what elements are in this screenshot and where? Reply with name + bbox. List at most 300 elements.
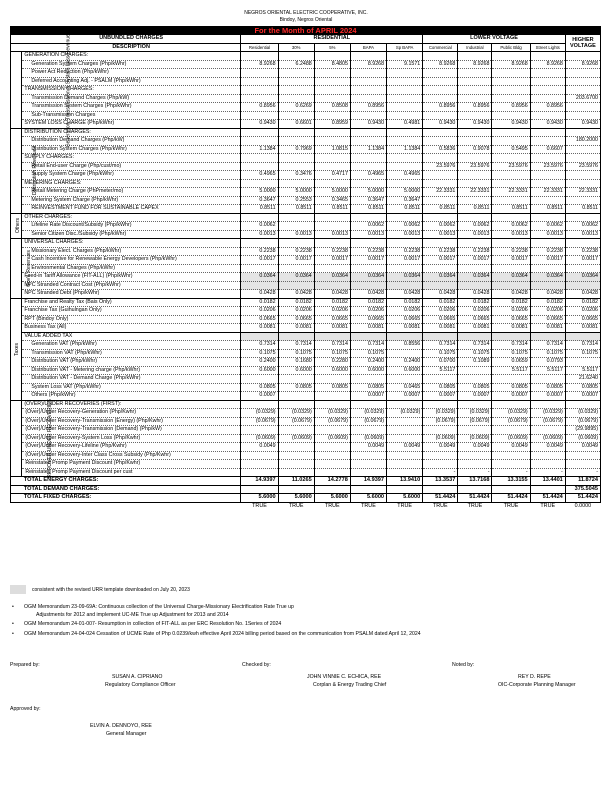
rate-value: 0.0013: [278, 230, 314, 239]
rate-value: (0.0329): [314, 409, 350, 418]
rate-value: 0.9078: [458, 145, 492, 154]
charge-description: Franchise Tax (Guihulngan Only): [22, 307, 241, 316]
rate-value: -: [423, 468, 458, 477]
charge-description: Transmission VAT (Php/kWhr): [22, 349, 241, 358]
rate-value: 0.8511: [241, 205, 278, 214]
noted-name: REY D. REPE: [518, 674, 551, 680]
rate-value: [565, 358, 600, 367]
col-header: Sp BAPA: [387, 43, 423, 52]
total-value: 13.3537: [423, 477, 458, 486]
rate-value: 0.0081: [241, 324, 278, 333]
rate-value: [458, 460, 492, 469]
rate-value: [565, 52, 600, 61]
rate-value: 0.0206: [423, 307, 458, 316]
total-value: 5.6000: [350, 494, 386, 503]
total-value: 51.4424: [530, 494, 565, 503]
rate-value: 0.7314: [458, 341, 492, 350]
rate-value: [350, 94, 386, 103]
col-header: Street Lights: [530, 43, 565, 52]
rate-value: 0.0659: [492, 358, 530, 367]
rate-value: (0.0679): [241, 417, 278, 426]
charge-row: [11, 290, 601, 299]
legend: [10, 585, 190, 594]
rate-value: [278, 375, 314, 384]
rate-value: 0.0206: [565, 307, 600, 316]
charge-row: [11, 247, 601, 256]
charge-row: [11, 239, 601, 248]
rate-value: 22.3331: [492, 188, 530, 197]
rate-value: 0.0206: [458, 307, 492, 316]
rate-value: [423, 451, 458, 460]
rate-value: 0.2238: [350, 247, 386, 256]
check-value: TRUE: [503, 502, 519, 509]
rate-value: [314, 86, 350, 95]
charge-description: TRANSMISSION CHARGES:: [22, 86, 241, 95]
rate-value: [565, 196, 600, 205]
rate-value: [530, 154, 565, 163]
approved-title: General Manager: [106, 731, 147, 737]
rate-value: [458, 128, 492, 137]
prepared-label: Prepared by:: [10, 662, 40, 668]
rate-value: [492, 213, 530, 222]
charge-description: (Over)/Under Recovery-System Loss (Php/Kwhr): [22, 434, 241, 443]
charge-row: [11, 409, 601, 418]
rate-value: 0.0017: [423, 256, 458, 265]
rate-value: 0.0206: [530, 307, 565, 316]
rate-value: [278, 179, 314, 188]
rate-value: [458, 426, 492, 435]
rate-value: (0.0329): [278, 409, 314, 418]
total-value: 5.6000: [241, 494, 278, 503]
rate-value: (0.0679): [350, 417, 386, 426]
total-row: [11, 494, 601, 503]
rate-value: 0.0805: [314, 383, 350, 392]
charge-description: (Over)/Under Recovery-Lifeline (Php/Kwhr): [22, 443, 241, 452]
rate-value: [350, 86, 386, 95]
rate-value: 0.0428: [350, 290, 386, 299]
residential-header: RESIDENTIAL: [241, 35, 423, 43]
rate-value: [423, 86, 458, 95]
rate-value: [530, 196, 565, 205]
rate-value: [423, 77, 458, 86]
rate-value: 0.9430: [458, 120, 492, 129]
charge-description: (Over)/Under Recovery-Generation (Php/Kwhr): [22, 409, 241, 418]
rate-value: 0.0364: [565, 273, 600, 282]
rate-value: [423, 69, 458, 78]
rate-value: [314, 264, 350, 273]
rate-value: [458, 154, 492, 163]
rate-value: 0.0665: [530, 315, 565, 324]
rate-value: 0.0428: [458, 290, 492, 299]
rate-value: 0.0007: [530, 392, 565, 401]
rate-value: [387, 69, 423, 78]
rate-value: [278, 239, 314, 248]
rate-value: [241, 264, 278, 273]
rate-value: [565, 145, 600, 154]
rate-value: [387, 162, 423, 171]
rate-value: 5.5117: [565, 366, 600, 375]
rate-value: 6.2488: [278, 60, 314, 69]
rate-value: [314, 52, 350, 61]
rate-value: 0.4965: [350, 171, 386, 180]
rate-value: 0.0428: [314, 290, 350, 299]
rate-value: 0.8511: [530, 205, 565, 214]
rate-value: 0.9430: [423, 120, 458, 129]
check-value: TRUE: [324, 502, 340, 509]
prepared-title: Regulatory Compliance Officer: [105, 682, 176, 688]
rate-value: (0.0679): [565, 417, 600, 426]
rate-value: 0.8956: [492, 103, 530, 112]
rate-value: [565, 451, 600, 460]
rate-value: -: [565, 468, 600, 477]
rate-value: 0.0007: [565, 392, 600, 401]
total-row: [11, 477, 601, 486]
col-header: 30%: [278, 43, 314, 52]
side-label: Distribution Revenues: [11, 128, 22, 213]
total-value: [350, 485, 386, 494]
memo-item-cont: Adjustments for 2012 and implement UC-ME True up Adjustment for 2013 and 2014: [36, 612, 229, 618]
charge-row: [11, 171, 601, 180]
rate-value: [278, 52, 314, 61]
rate-value: 0.0805: [350, 383, 386, 392]
charge-row: [11, 349, 601, 358]
unbundled-header: UNBUNDLED CHARGES: [22, 35, 241, 43]
rate-value: 0.0062: [350, 222, 386, 231]
rate-value: 22.3331: [458, 188, 492, 197]
rate-value: [492, 460, 530, 469]
rate-value: [350, 281, 386, 290]
approved-name: ELVIN A. DENNOYO, REE: [90, 723, 152, 729]
rate-value: [387, 451, 423, 460]
rate-value: [458, 171, 492, 180]
total-value: 14.9397: [350, 477, 386, 486]
rate-value: [423, 179, 458, 188]
charge-description: NPC Stranded Contract Cost (Php/kWhr): [22, 281, 241, 290]
charge-row: [11, 417, 601, 426]
charge-description: Transmission System Charges (Php/kWhr): [22, 103, 241, 112]
rate-value: 0.0049: [423, 443, 458, 452]
rate-value: (0.0609): [241, 434, 278, 443]
rate-value: 0.0062: [458, 222, 492, 231]
total-value: 13.3155: [492, 477, 530, 486]
rate-value: 0.6269: [278, 103, 314, 112]
charge-description: Transmission Demand Charges (Php/kW): [22, 94, 241, 103]
rate-value: 23.5976: [423, 162, 458, 171]
rate-value: [350, 69, 386, 78]
rate-value: [565, 460, 600, 469]
rate-value: 0.0805: [530, 383, 565, 392]
rate-value: 0.8956: [458, 103, 492, 112]
rate-value: [387, 400, 423, 409]
rate-value: 0.7969: [278, 145, 314, 154]
total-label: TOTAL FIXED CHARGES:: [22, 494, 241, 503]
rate-value: [423, 128, 458, 137]
rate-value: 0.0062: [423, 222, 458, 231]
rate-value: [350, 52, 386, 61]
rate-value: [241, 154, 278, 163]
rate-value: [241, 137, 278, 146]
rate-value: [387, 264, 423, 273]
rate-value: 0.0013: [565, 230, 600, 239]
rate-value: 0.0182: [314, 298, 350, 307]
rate-value: 0.0428: [423, 290, 458, 299]
rate-value: 0.0364: [492, 273, 530, 282]
rate-value: 0.0081: [314, 324, 350, 333]
rate-value: 0.5836: [423, 145, 458, 154]
rate-value: [278, 426, 314, 435]
rate-value: [387, 94, 423, 103]
rate-value: [350, 162, 386, 171]
rate-value: [423, 264, 458, 273]
rate-value: 0.8511: [458, 205, 492, 214]
rate-value: 21.6240: [565, 375, 600, 384]
charge-description: UNIVERSAL CHARGES:: [22, 239, 241, 248]
rate-value: [423, 426, 458, 435]
rate-value: [458, 94, 492, 103]
rate-value: (0.0329): [530, 409, 565, 418]
rate-value: [530, 137, 565, 146]
rate-value: 5.5117: [423, 366, 458, 375]
rate-value: [458, 77, 492, 86]
rate-value: [492, 77, 530, 86]
rate-value: 0.0805: [278, 383, 314, 392]
legend-swatch: [10, 585, 26, 594]
rate-value: 0.9430: [492, 120, 530, 129]
rate-value: [278, 77, 314, 86]
total-value: 13.9410: [387, 477, 423, 486]
rate-value: [241, 52, 278, 61]
rate-value: 0.0081: [492, 324, 530, 333]
rate-value: [278, 86, 314, 95]
rate-value: [492, 52, 530, 61]
rate-value: 0.0364: [241, 273, 278, 282]
rate-value: [423, 52, 458, 61]
charge-description: Metering System Charge (Php/kWhr): [22, 196, 241, 205]
rate-value: [314, 111, 350, 120]
rate-value: (0.0609): [530, 434, 565, 443]
rate-value: [530, 69, 565, 78]
side-label: RFT/OVER UNDER RECOVERIES: [11, 400, 22, 477]
rate-value: 0.1075: [423, 349, 458, 358]
total-label: TOTAL DEMAND CHARGES:: [22, 485, 241, 494]
rate-value: [565, 281, 600, 290]
rate-value: [314, 332, 350, 341]
rate-value: [241, 468, 278, 477]
charge-description: Distribution System Charges (Php/kWhr): [22, 145, 241, 154]
rate-value: [530, 77, 565, 86]
total-value: [423, 485, 458, 494]
charge-row: [11, 264, 601, 273]
rate-value: 0.0206: [278, 307, 314, 316]
rate-value: 0.0206: [241, 307, 278, 316]
rate-value: 0.0428: [530, 290, 565, 299]
rate-value: 0.0049: [387, 443, 423, 452]
charge-row: [11, 94, 601, 103]
charge-description: SUPPLY CHARGES:: [22, 154, 241, 163]
checked-label: Checked by:: [242, 662, 271, 668]
rate-value: 0.7314: [530, 341, 565, 350]
charge-row: [11, 196, 601, 205]
rate-value: 0.6601: [278, 120, 314, 129]
total-value: [492, 485, 530, 494]
rate-value: [314, 137, 350, 146]
rate-value: [278, 264, 314, 273]
rate-value: 0.4981: [387, 120, 423, 129]
charge-description: Distribution VAT - Demand Charge (Php/kWhr): [22, 375, 241, 384]
check-value: TRUE: [397, 502, 412, 509]
charge-row: [11, 358, 601, 367]
rate-value: 0.7314: [241, 341, 278, 350]
rate-value: [241, 128, 278, 137]
rate-value: [530, 239, 565, 248]
charge-row: [11, 468, 601, 477]
description-header: DESCRIPTION: [22, 43, 241, 52]
rate-value: 0.8511: [492, 205, 530, 214]
approved-label: Approved by:: [10, 706, 41, 712]
rate-value: 0.0081: [565, 324, 600, 333]
rate-value: [423, 213, 458, 222]
rate-value: 0.2400: [387, 358, 423, 367]
rate-value: [350, 77, 386, 86]
rate-value: 0.0049: [241, 443, 278, 452]
rate-value: [492, 137, 530, 146]
rate-value: 0.8956: [530, 103, 565, 112]
rate-value: 0.0428: [492, 290, 530, 299]
rate-value: [458, 111, 492, 120]
rate-value: [565, 239, 600, 248]
rate-value: [565, 103, 600, 112]
charge-row: [11, 366, 601, 375]
checked-name: JOHN VINNIE C. ECHICA, REE: [307, 674, 382, 680]
noted-label: Noted by:: [452, 662, 475, 668]
rate-value: [565, 77, 600, 86]
check-value: 0.0000: [574, 502, 592, 509]
rate-value: [350, 264, 386, 273]
rate-value: 0.0017: [565, 256, 600, 265]
rate-value: 0.1075: [530, 349, 565, 358]
charge-description: Environmental Charges (Php/kWhr): [22, 264, 241, 273]
rate-value: [492, 94, 530, 103]
rate-value: [387, 460, 423, 469]
rate-value: [423, 154, 458, 163]
rate-value: 0.0062: [530, 222, 565, 231]
rate-value: 0.8511: [387, 205, 423, 214]
rate-value: (0.0679): [314, 417, 350, 426]
rate-value: 0.0017: [278, 256, 314, 265]
rate-value: [458, 375, 492, 384]
rate-value: 0.0364: [530, 273, 565, 282]
rate-value: 0.1075: [241, 349, 278, 358]
charge-description: Retail End-user Charge (Php/cust/mo): [22, 162, 241, 171]
total-value: [314, 485, 350, 494]
rate-value: [458, 52, 492, 61]
rate-value: 0.6607: [530, 145, 565, 154]
lower-voltage-header: LOWER VOLTAGE: [423, 35, 566, 43]
rate-value: [350, 426, 386, 435]
rate-value: 0.0665: [241, 315, 278, 324]
rate-value: 0.0805: [492, 383, 530, 392]
rate-value: 5.0000: [241, 188, 278, 197]
charge-description: Supply System Charge (Php/kWhr): [22, 171, 241, 180]
total-value: 13.4401: [530, 477, 565, 486]
rate-value: 0.0805: [241, 383, 278, 392]
rate-value: (0.0679): [278, 417, 314, 426]
rate-value: 0.0206: [492, 307, 530, 316]
rate-value: [565, 332, 600, 341]
charge-description: Franchise and Realty Tax (Bais Only): [22, 298, 241, 307]
rate-value: [387, 52, 423, 61]
memo-item: • OGM Memorandum 24-01-007- Resumption in collection of FIT-ALL as per ERC Resolution No. 1Series of 2024: [12, 621, 282, 627]
rate-value: 0.6000: [278, 366, 314, 375]
rate-value: 22.3331: [423, 188, 458, 197]
charge-row: [11, 162, 601, 171]
rate-value: 5.0000: [278, 188, 314, 197]
rate-value: 0.0182: [530, 298, 565, 307]
rate-value: 0.4717: [314, 171, 350, 180]
charge-description: GENERATION CHARGES:: [22, 52, 241, 61]
rate-value: [241, 400, 278, 409]
rate-value: [423, 196, 458, 205]
rate-value: [314, 154, 350, 163]
rate-value: 0.0364: [278, 273, 314, 282]
rate-value: 0.8511: [350, 205, 386, 214]
rate-value: (0.0329): [565, 409, 600, 418]
rate-value: 0.8956: [350, 103, 386, 112]
rate-value: 0.0364: [387, 273, 423, 282]
rate-value: [350, 128, 386, 137]
rate-value: 0.0013: [530, 230, 565, 239]
charge-description: Sub-Transmission Charges: [22, 111, 241, 120]
rate-value: [423, 375, 458, 384]
rate-value: 9.1571: [387, 60, 423, 69]
charge-row: [11, 77, 601, 86]
rate-value: [530, 451, 565, 460]
charge-description: (Over)/Under Recovery-Transmission (Demand) (Php/kW): [22, 426, 241, 435]
charge-row: [11, 460, 601, 469]
rate-value: 0.1075: [314, 349, 350, 358]
total-value: [387, 485, 423, 494]
rate-value: 0.4965: [241, 171, 278, 180]
rate-value: [241, 239, 278, 248]
rate-value: [492, 426, 530, 435]
rate-value: [387, 239, 423, 248]
rate-value: [423, 137, 458, 146]
rate-value: 0.1075: [458, 349, 492, 358]
rate-value: [387, 154, 423, 163]
rate-value: [492, 69, 530, 78]
rate-value: (0.0679): [530, 417, 565, 426]
rate-value: [278, 392, 314, 401]
rate-value: [458, 264, 492, 273]
charge-row: [11, 443, 601, 452]
rate-value: 0.0017: [350, 256, 386, 265]
rate-value: 0.1075: [565, 349, 600, 358]
rate-value: 0.2238: [278, 247, 314, 256]
rate-value: [492, 264, 530, 273]
rate-value: 0.8511: [565, 205, 600, 214]
rate-value: [387, 349, 423, 358]
side-label: Others: [11, 213, 22, 239]
rate-value: [278, 94, 314, 103]
rate-value: [387, 375, 423, 384]
side-label: Taxes: [11, 298, 22, 400]
rate-value: [387, 281, 423, 290]
charge-row: [11, 400, 601, 409]
rate-value: -: [492, 468, 530, 477]
charge-row: [11, 128, 601, 137]
rate-value: 0.0428: [241, 290, 278, 299]
rate-value: 0.2400: [241, 358, 278, 367]
